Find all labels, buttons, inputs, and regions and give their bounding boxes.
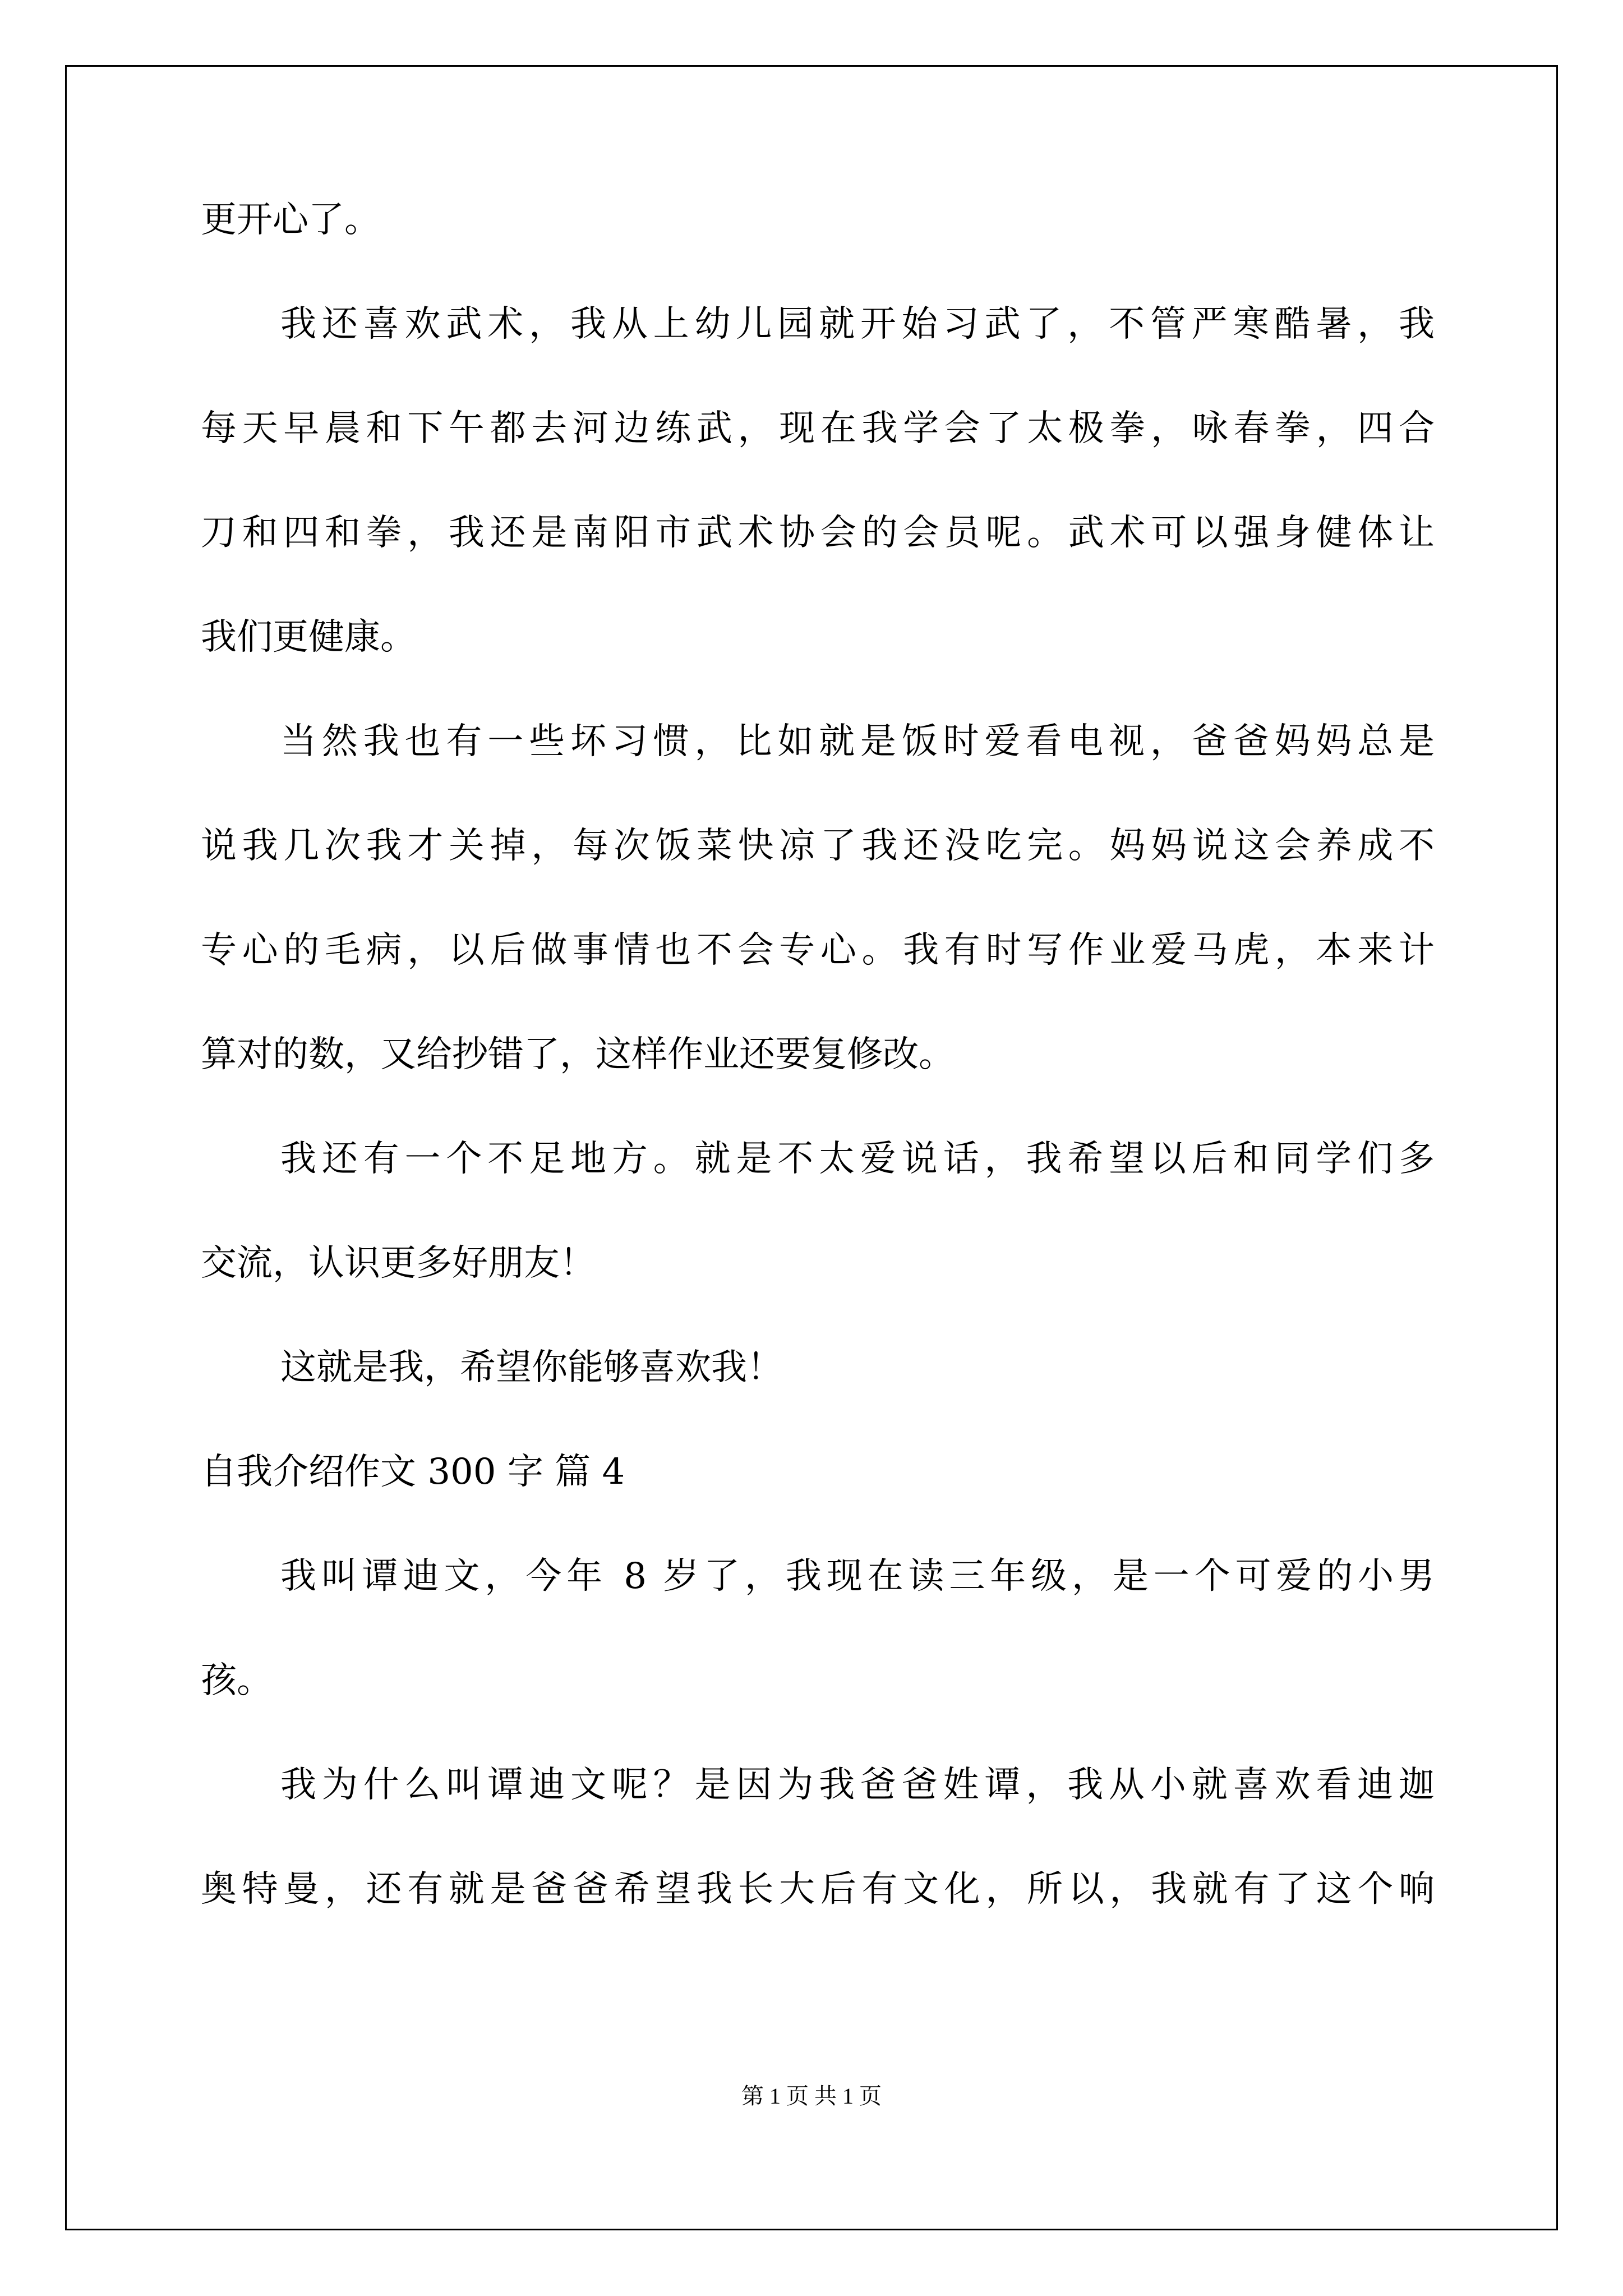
text-line: 这就是我，希望你能够喜欢我！ xyxy=(280,1347,783,1388)
text-line: 孩。 xyxy=(201,1660,273,1701)
text-line: 专心的毛病，以后做事情也不会专心。我有时写作业爱马虎，本来计 xyxy=(201,930,1435,971)
text-line: 刀和四和拳，我还是南阳市武术协会的会员呢。武术可以强身健体让 xyxy=(201,512,1435,554)
text-line: 当然我也有一些坏习惯，比如就是饭时爱看电视，爸爸妈妈总是 xyxy=(280,721,1435,762)
text-line: 算对的数，又给抄错了，这样作业还要复修改。 xyxy=(201,1034,955,1075)
text-line: 更开心了。 xyxy=(201,199,380,241)
page-footer: 第 1 页 共 1 页 xyxy=(741,2083,882,2109)
text-line: 我还喜欢武术，我从上幼儿园就开始习武了，不管严寒酷暑，我 xyxy=(280,303,1435,345)
text-line: 我叫谭迪文，今年 8 岁了，我现在读三年级，是一个可爱的小男 xyxy=(280,1556,1435,1597)
text-line: 交流，认识更多好朋友！ xyxy=(201,1243,596,1284)
text-line: 每天早晨和下午都去河边练武，现在我学会了太极拳，咏春拳，四合 xyxy=(201,408,1435,449)
text-line: 自我介绍作文 300 字 篇 4 xyxy=(201,1451,625,1493)
text-line: 说我几次我才关掉，每次饭菜快凉了我还没吃完。妈妈说这会养成不 xyxy=(201,825,1435,867)
text-line: 奥特曼，还有就是爸爸希望我长大后有文化，所以，我就有了这个响 xyxy=(201,1869,1435,1910)
text-line: 我们更健康。 xyxy=(201,616,416,658)
text-line: 我还有一个不足地方。就是不太爱说话，我希望以后和同学们多 xyxy=(280,1138,1435,1180)
text-line: 我为什么叫谭迪文呢？是因为我爸爸姓谭，我从小就喜欢看迪迦 xyxy=(280,1764,1435,1806)
